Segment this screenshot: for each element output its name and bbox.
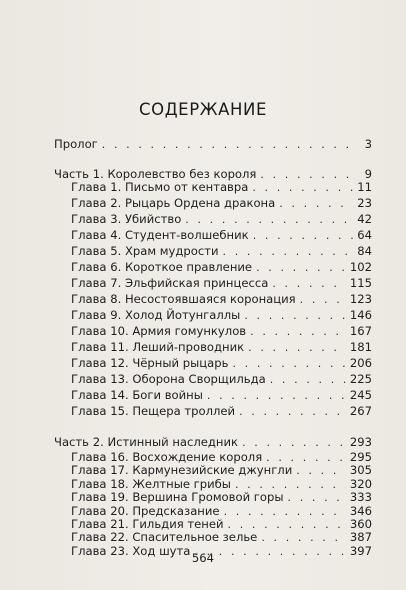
toc-entry-label: Глава 7. Эльфийская принцесса [71, 276, 269, 290]
toc-entry-chapter [54, 403, 372, 420]
dot-leader [185, 211, 353, 228]
dot-leader [279, 195, 353, 212]
dot-leader [253, 227, 354, 244]
toc-entry-chapter [54, 355, 372, 372]
toc-entry-page: 397 [349, 543, 372, 558]
toc-entry-page: 167 [349, 324, 372, 338]
toc-entry-label: Глава 22. Спасительное зелье [71, 530, 258, 545]
toc-entry-label: Глава 21. Гильдия теней [71, 517, 224, 531]
contents-heading: СОДЕРЖАНИЕ [138, 100, 267, 119]
dot-leader [239, 403, 346, 420]
dot-leader [252, 179, 353, 196]
toc-entry-label: Глава 8. Несостоявшаяся коронация [71, 292, 296, 306]
toc-entry-chapter [54, 211, 372, 228]
toc-entry-chapter [54, 371, 372, 388]
toc-entry-label: Глава 11. Леший-проводник [71, 340, 245, 354]
toc-entry-chapter [54, 195, 372, 212]
toc-entry-chapter [54, 243, 372, 260]
toc-entry-page: 11 [357, 180, 372, 194]
toc-entry-page: 333 [349, 490, 372, 505]
toc-entry-chapter [54, 543, 372, 560]
toc-entry-page: 84 [357, 244, 372, 258]
toc-entry-page: 3 [364, 137, 372, 151]
toc-entry-page: 206 [349, 356, 372, 370]
toc-entry-page: 267 [349, 404, 372, 418]
toc-entry-prologue [54, 136, 372, 153]
dot-leader [256, 259, 346, 276]
toc-entry-page: 293 [349, 435, 372, 449]
toc-entry-page: 295 [349, 450, 372, 464]
toc-entry-page: 102 [349, 260, 372, 274]
toc-entry-chapter [54, 259, 372, 276]
toc-entry-label: Глава 14. Боги войны [71, 388, 203, 402]
toc-entry-label: Глава 1. Письмо от кентавра [71, 180, 249, 194]
toc-entry-label: Глава 18. Желтные грибы [71, 476, 231, 491]
toc-entry-label: Глава 23. Ход шута [71, 543, 191, 558]
dot-leader [244, 307, 346, 324]
toc-entry-label: Глава 16. Восхождение короля [71, 450, 263, 464]
toc-entry-label: Глава 12. Чёрный рыцарь [71, 356, 229, 370]
dot-leader [300, 291, 346, 308]
toc-entry-chapter [54, 275, 372, 292]
toc-entry-label: Глава 9. Холод Йотунгаллы [71, 308, 241, 322]
toc-entry-page: 64 [357, 228, 372, 242]
dot-leader [102, 136, 356, 153]
toc-entry-page: 42 [357, 212, 372, 226]
toc-entry-label: Глава 19. Вершина Громовой горы [71, 490, 284, 505]
toc-entry-page: 146 [349, 308, 372, 322]
dot-leader [207, 387, 346, 404]
dot-leader [250, 323, 346, 340]
dot-leader [232, 355, 345, 372]
toc-entry-page: 9 [364, 167, 372, 181]
toc-entry-page: 245 [349, 388, 372, 402]
toc-entry-chapter [54, 339, 372, 356]
toc-entry-chapter [54, 179, 372, 196]
toc-entry-label: Пролог [54, 137, 98, 151]
toc-entry-page: 320 [349, 476, 372, 491]
toc-entry-label: Глава 17. Кармунезийские джунгли [71, 463, 293, 478]
dot-leader [223, 243, 354, 260]
toc-entry-label: Часть 1. Королевство без короля [54, 167, 257, 181]
toc-entry-page: 360 [349, 517, 372, 531]
toc-entry-label: Часть 2. Истинный наследник [54, 435, 239, 449]
toc-entry-label: Глава 15. Пещера троллей [71, 404, 236, 418]
toc-entry-page: 115 [349, 276, 372, 290]
toc-entry-chapter [54, 291, 372, 308]
toc-entry-label: Глава 2. Рыцарь Ордена дракона [71, 196, 276, 210]
toc-entry-chapter [54, 307, 372, 324]
toc-entry-label: Глава 5. Храм мудрости [71, 244, 219, 258]
page-number: 564 [191, 551, 215, 565]
dot-leader [194, 543, 345, 560]
toc-entry-page: 305 [349, 463, 372, 478]
dot-leader [270, 371, 346, 388]
toc-entry-page: 181 [349, 340, 372, 354]
toc-entry-label: Глава 20. Предсказание [71, 503, 220, 518]
toc-entry-label: Глава 10. Армия гомункулов [71, 324, 247, 338]
toc-entry-label: Глава 3. Убийство [71, 212, 182, 226]
toc-entry-page: 23 [357, 196, 372, 210]
dot-leader [272, 275, 346, 292]
toc-entry-chapter [54, 323, 372, 340]
toc-entry-chapter [54, 387, 372, 404]
dot-leader [248, 339, 346, 356]
toc-entry-label: Глава 4. Студент-волшебник [71, 228, 249, 242]
toc-entry-page: 387 [349, 530, 372, 545]
toc-entry-label: Глава 13. Оборона Сворщильда [71, 372, 266, 386]
toc-entry-chapter [54, 227, 372, 244]
toc-entry-page: 225 [349, 372, 372, 386]
toc-entry-label: Глава 6. Короткое правление [71, 260, 253, 274]
toc-entry-page: 123 [349, 292, 372, 306]
toc-entry-page: 346 [349, 503, 372, 518]
